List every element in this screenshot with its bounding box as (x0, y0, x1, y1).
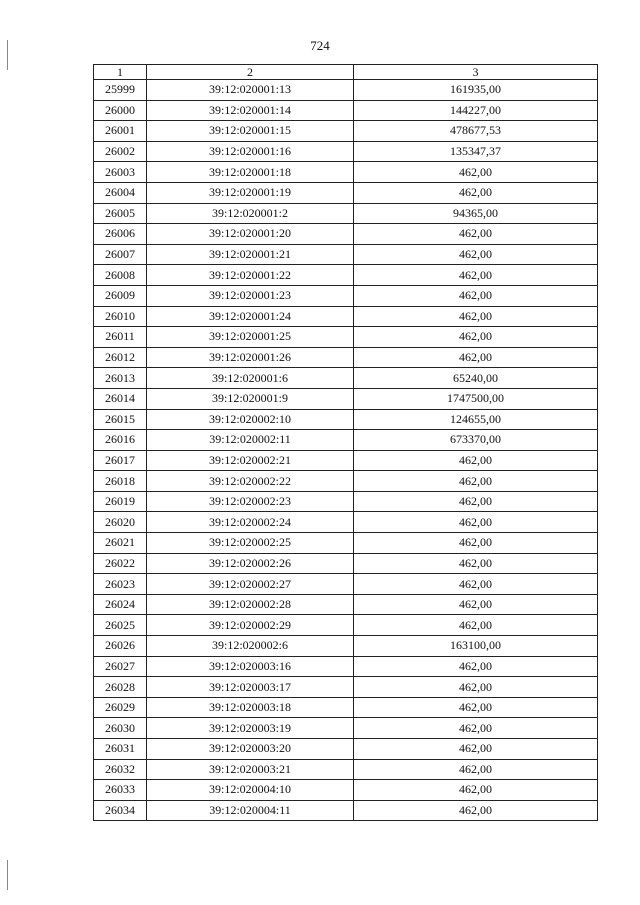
cadastral-number-cell: 39:12:020003:21 (147, 759, 354, 780)
cadastral-number-cell: 39:12:020002:21 (147, 450, 354, 471)
table-row (94, 656, 598, 677)
row-number-cell: 26024 (94, 594, 147, 615)
table-row (94, 121, 598, 142)
row-number-cell: 26023 (94, 574, 147, 595)
cadastral-value-cell: 462,00 (354, 615, 598, 636)
cadastral-number-cell: 39:12:020002:28 (147, 594, 354, 615)
row-number-cell: 25999 (94, 80, 147, 101)
table-row (94, 430, 598, 451)
cadastral-number-cell: 39:12:020002:6 (147, 636, 354, 657)
row-number-cell: 26022 (94, 553, 147, 574)
cadastral-number-cell: 39:12:020001:2 (147, 203, 354, 224)
column-header: 2 (147, 65, 354, 80)
cadastral-value-cell: 462,00 (354, 677, 598, 698)
cadastral-value-cell: 462,00 (354, 491, 598, 512)
table-row (94, 162, 598, 183)
cadastral-number-cell: 39:12:020001:15 (147, 121, 354, 142)
row-number-cell: 26009 (94, 285, 147, 306)
column-header: 3 (354, 65, 598, 80)
cadastral-value-cell: 163100,00 (354, 636, 598, 657)
cadastral-number-cell: 39:12:020001:24 (147, 306, 354, 327)
row-number-cell: 26003 (94, 162, 147, 183)
cadastral-number-cell: 39:12:020001:22 (147, 265, 354, 286)
cadastral-number-cell: 39:12:020001:14 (147, 100, 354, 121)
cadastral-value-cell: 462,00 (354, 739, 598, 760)
cadastral-value-cell: 462,00 (354, 244, 598, 265)
table-row (94, 615, 598, 636)
row-number-cell: 26026 (94, 636, 147, 657)
scan-mark (7, 40, 8, 70)
row-number-cell: 26011 (94, 327, 147, 348)
cadastral-value-cell: 462,00 (354, 656, 598, 677)
table-row (94, 697, 598, 718)
table-row (94, 471, 598, 492)
cadastral-value-cell: 462,00 (354, 347, 598, 368)
row-number-cell: 26002 (94, 141, 147, 162)
table-body (94, 80, 598, 821)
cadastral-value-cell: 462,00 (354, 697, 598, 718)
table-row (94, 739, 598, 760)
row-number-cell: 26016 (94, 430, 147, 451)
row-number-cell: 26010 (94, 306, 147, 327)
table-row (94, 574, 598, 595)
cadastral-number-cell: 39:12:020003:18 (147, 697, 354, 718)
cadastral-number-cell: 39:12:020002:29 (147, 615, 354, 636)
row-number-cell: 26031 (94, 739, 147, 760)
table-row (94, 80, 598, 101)
cadastral-number-cell: 39:12:020004:11 (147, 800, 354, 821)
cadastral-value-cell: 161935,00 (354, 80, 598, 101)
table-row (94, 327, 598, 348)
row-number-cell: 26025 (94, 615, 147, 636)
table-row (94, 141, 598, 162)
row-number-cell: 26012 (94, 347, 147, 368)
cadastral-number-cell: 39:12:020003:19 (147, 718, 354, 739)
cadastral-number-cell: 39:12:020004:10 (147, 780, 354, 801)
cadastral-value-cell: 65240,00 (354, 368, 598, 389)
cadastral-number-cell: 39:12:020002:22 (147, 471, 354, 492)
table-row (94, 718, 598, 739)
cadastral-number-cell: 39:12:020001:18 (147, 162, 354, 183)
table-row (94, 265, 598, 286)
registry-table (93, 64, 598, 821)
cadastral-number-cell: 39:12:020001:6 (147, 368, 354, 389)
cadastral-number-cell: 39:12:020003:17 (147, 677, 354, 698)
row-number-cell: 26030 (94, 718, 147, 739)
table-row (94, 285, 598, 306)
table-row (94, 409, 598, 430)
cadastral-value-cell: 94365,00 (354, 203, 598, 224)
row-number-cell: 26014 (94, 388, 147, 409)
cadastral-number-cell: 39:12:020001:20 (147, 224, 354, 245)
row-number-cell: 26027 (94, 656, 147, 677)
cadastral-value-cell: 462,00 (354, 285, 598, 306)
row-number-cell: 26000 (94, 100, 147, 121)
cadastral-number-cell: 39:12:020002:26 (147, 553, 354, 574)
row-number-cell: 26017 (94, 450, 147, 471)
header-row (94, 65, 598, 80)
cadastral-number-cell: 39:12:020001:21 (147, 244, 354, 265)
row-number-cell: 26032 (94, 759, 147, 780)
table-row (94, 780, 598, 801)
cadastral-value-cell: 462,00 (354, 471, 598, 492)
row-number-cell: 26008 (94, 265, 147, 286)
row-number-cell: 26007 (94, 244, 147, 265)
cadastral-value-cell: 462,00 (354, 224, 598, 245)
cadastral-number-cell: 39:12:020001:23 (147, 285, 354, 306)
cadastral-value-cell: 478677,53 (354, 121, 598, 142)
cadastral-value-cell: 462,00 (354, 327, 598, 348)
cadastral-value-cell: 462,00 (354, 574, 598, 595)
row-number-cell: 26015 (94, 409, 147, 430)
cadastral-value-cell: 462,00 (354, 718, 598, 739)
cadastral-number-cell: 39:12:020002:27 (147, 574, 354, 595)
row-number-cell: 26019 (94, 491, 147, 512)
column-header: 1 (94, 65, 147, 80)
table-row (94, 677, 598, 698)
row-number-cell: 26013 (94, 368, 147, 389)
cadastral-number-cell: 39:12:020001:16 (147, 141, 354, 162)
scan-mark (7, 860, 8, 890)
cadastral-value-cell: 462,00 (354, 553, 598, 574)
cadastral-number-cell: 39:12:020002:10 (147, 409, 354, 430)
cadastral-value-cell: 1747500,00 (354, 388, 598, 409)
table-row (94, 306, 598, 327)
row-number-cell: 26034 (94, 800, 147, 821)
row-number-cell: 26029 (94, 697, 147, 718)
cadastral-value-cell: 462,00 (354, 512, 598, 533)
cadastral-number-cell: 39:12:020002:23 (147, 491, 354, 512)
table-row (94, 203, 598, 224)
cadastral-value-cell: 135347,37 (354, 141, 598, 162)
cadastral-number-cell: 39:12:020001:9 (147, 388, 354, 409)
cadastral-value-cell: 462,00 (354, 162, 598, 183)
cadastral-value-cell: 462,00 (354, 182, 598, 203)
row-number-cell: 26020 (94, 512, 147, 533)
table-row (94, 182, 598, 203)
table-row (94, 244, 598, 265)
row-number-cell: 26005 (94, 203, 147, 224)
cadastral-value-cell: 462,00 (354, 800, 598, 821)
row-number-cell: 26033 (94, 780, 147, 801)
cadastral-number-cell: 39:12:020001:19 (147, 182, 354, 203)
cadastral-value-cell: 462,00 (354, 759, 598, 780)
cadastral-number-cell: 39:12:020003:16 (147, 656, 354, 677)
cadastral-value-cell: 462,00 (354, 450, 598, 471)
table-row (94, 347, 598, 368)
cadastral-value-cell: 673370,00 (354, 430, 598, 451)
cadastral-number-cell: 39:12:020002:24 (147, 512, 354, 533)
cadastral-number-cell: 39:12:020001:25 (147, 327, 354, 348)
table-row (94, 512, 598, 533)
cadastral-value-cell: 124655,00 (354, 409, 598, 430)
row-number-cell: 26006 (94, 224, 147, 245)
table-row (94, 450, 598, 471)
table-row (94, 594, 598, 615)
row-number-cell: 26021 (94, 533, 147, 554)
cadastral-value-cell: 462,00 (354, 306, 598, 327)
row-number-cell: 26004 (94, 182, 147, 203)
table-row (94, 533, 598, 554)
row-number-cell: 26001 (94, 121, 147, 142)
table-row (94, 224, 598, 245)
cadastral-number-cell: 39:12:020001:13 (147, 80, 354, 101)
cadastral-number-cell: 39:12:020003:20 (147, 739, 354, 760)
cadastral-value-cell: 462,00 (354, 594, 598, 615)
table-row (94, 800, 598, 821)
cadastral-value-cell: 144227,00 (354, 100, 598, 121)
cadastral-value-cell: 462,00 (354, 533, 598, 554)
table-row (94, 388, 598, 409)
cadastral-number-cell: 39:12:020002:25 (147, 533, 354, 554)
row-number-cell: 26028 (94, 677, 147, 698)
table-row (94, 100, 598, 121)
table-row (94, 491, 598, 512)
table-row (94, 553, 598, 574)
cadastral-value-cell: 462,00 (354, 265, 598, 286)
cadastral-number-cell: 39:12:020002:11 (147, 430, 354, 451)
table-row (94, 759, 598, 780)
row-number-cell: 26018 (94, 471, 147, 492)
table-row (94, 636, 598, 657)
cadastral-number-cell: 39:12:020001:26 (147, 347, 354, 368)
page-number: 724 (310, 38, 330, 53)
table-row (94, 368, 598, 389)
cadastral-value-cell: 462,00 (354, 780, 598, 801)
